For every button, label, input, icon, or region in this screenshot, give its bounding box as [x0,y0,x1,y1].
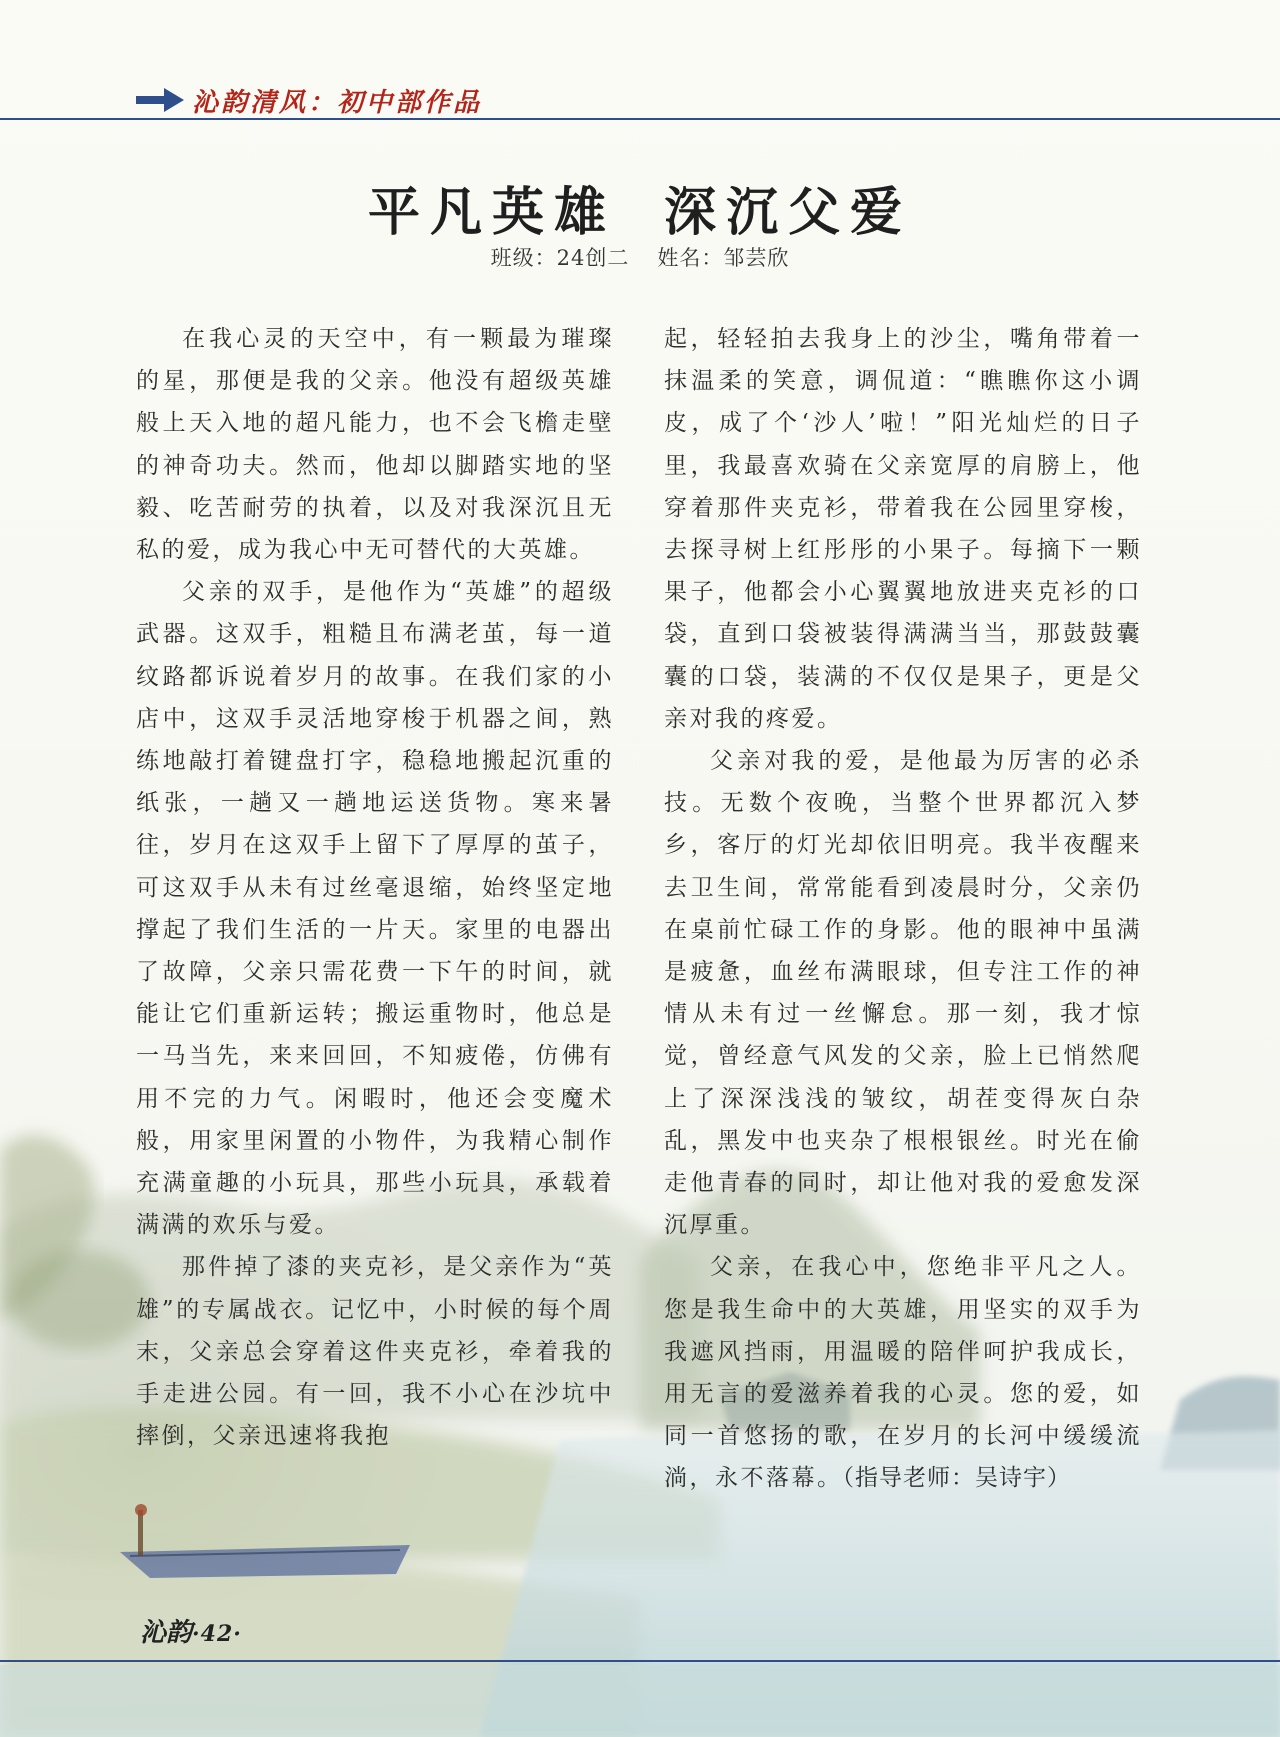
article-title-part1: 平凡英雄 [367,182,616,243]
article-column-right [664,318,1142,1500]
article-paragraph: 父亲的双手，是他作为“英雄”的超级武器。这双手，粗糙且布满老茧，每一道纹路都诉说着岁月的故事。在我们家的小店中，这双手灵活地穿梭于机器之间，熟练地敲打着键盘打字，稳稳地搬起沉重的纸张，一趟又一趟地运送货物。寒来暑往，岁月在这双手上留下了厚厚的茧子，可这双手从未有过丝毫退缩，始终坚定地撑起了我们生活的一片天。家里的电器出了故障，父亲只需花费一下午的时间，就能让它们重新运转；搬运重物时，他总是一马当先，来来回回，不知疲倦，仿佛有用不完的力气。闲暇时，他还会变魔术般，用家里闲置的小物件，为我精心制作充满童趣的小玩具，那些小玩具，承载着满满的欢乐与爱。 [136,579,614,1239]
article-paragraph: 父亲对我的爱，是他最为厉害的必杀技。无数个夜晚，当整个世界都沉入梦乡，客厅的灯光却依旧明亮。我半夜醒来去卫生间，常常能看到凌晨时分，父亲仍在桌前忙碌工作的身影。他的眼神中虽满是疲惫，血丝布满眼球，但专注工作的神情从未有过一丝懈怠。那一刻，我才惊觉，曾经意气风发的父亲，脸上已悄然爬上了深深浅浅的皱纹，胡茬变得灰白杂乱，黑发中也夹杂了根根银丝。时光在偷走他青春的同时，却让他对我的爱愈发深沉厚重。 [664,748,1142,1239]
page-number: ·42· [192,1621,242,1647]
class-label: 班级：24创二 [490,246,630,270]
article-paragraph: 那件掉了漆的夹克衫，是父亲作为“英雄”的专属战衣。记忆中，小时候的每个周末，父亲总会穿着这件夹克衫，牵着我的手走进公园。有一回，我不小心在沙坑中摔倒，父亲迅速将我抱 [136,1254,614,1450]
byline [0,242,1280,272]
arrow-right-icon [134,85,186,115]
article-paragraph: 在我心灵的天空中，有一颗最为璀璨的星，那便是我的父亲。他没有超级英雄般上天入地的超凡能力，也不会飞檐走壁的神奇功夫。然而，他却以脚踏实地的坚毅、吃苦耐劳的执着，以及对我深沉且无私的爱，成为我心中无可替代的大英雄。 [136,326,614,564]
closing-paragraph-text: 父亲，在我心中，您绝非平凡之人。您是我生命中的大英雄，用坚实的双手为我遮风挡雨，用温暖的陪伴呵护我成长，用无言的爱滋养着我的心灵。您的爱，如同一首悠扬的歌，在岁月的长河中缓缓流淌，永不落幕。 [664,1254,1142,1492]
article-paragraph-final [664,1246,1142,1499]
teacher-note: （指导老师：吴诗宇） [842,1465,1071,1492]
article-column-left [136,318,614,1457]
page-folio [140,1612,242,1649]
magazine-name: 沁韵 [140,1618,193,1648]
section-label: 沁韵清风：初中部作品 [192,87,483,118]
author-label: 姓名：邹芸欣 [657,246,790,270]
article-paragraph: 起，轻轻拍去我身上的沙尘，嘴角带着一抹温柔的笑意，调侃道：“瞧瞧你这小调皮，成了个‘沙人’啦！”阳光灿烂的日子里，我最喜欢骑在父亲宽厚的肩膀上，他穿着那件夹克衫，带着我在公园里穿梭，去探寻树上红彤彤的小果子。每摘下一颗果子，他都会小心翼翼地放进夹克衫的口袋，直到口袋被装得满满当当，那鼓鼓囊囊的口袋，装满的不仅仅是果子，更是父亲对我的疼爱。 [664,326,1142,732]
article-title-part2: 深沉父爱 [664,182,913,243]
footer-rule [0,1660,1280,1662]
section-header [134,82,482,118]
article-title [0,170,1280,245]
